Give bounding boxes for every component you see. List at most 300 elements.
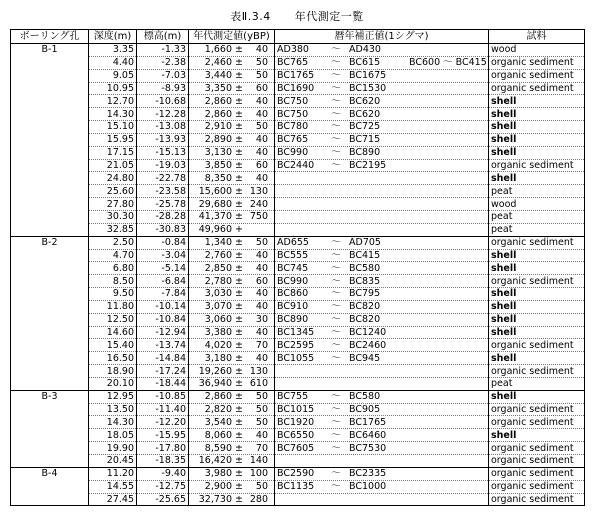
elevation-cell: -9.40	[137, 467, 189, 480]
depth-cell: 25.60	[89, 185, 137, 198]
age-value: 2,460	[204, 57, 232, 69]
age-value: 8,590	[204, 442, 232, 454]
depth-cell: 11.20	[89, 467, 137, 480]
depth-cell: 8.50	[89, 275, 137, 288]
age-cell	[189, 82, 275, 95]
sample-cell: shell	[489, 352, 585, 365]
age-value: 3,030	[204, 288, 232, 300]
calibrated-cell	[275, 442, 489, 455]
age-group	[191, 237, 272, 248]
table-row	[11, 262, 585, 275]
cal-to: AD705	[349, 237, 381, 249]
age-group	[191, 430, 272, 441]
sample-cell: organic sediment	[489, 69, 585, 82]
sample-cell: shell	[489, 262, 585, 275]
cal-from: BC1920	[277, 416, 315, 428]
cal-tilde: ～	[331, 70, 341, 82]
age-error: 60	[255, 160, 268, 172]
cal-to: AD430	[349, 44, 381, 56]
calibrated-cell	[275, 352, 489, 365]
cal-tilde: ～	[331, 416, 341, 428]
hole-cell	[11, 313, 89, 326]
elevation-cell: -12.20	[137, 416, 189, 429]
depth-cell: 12.95	[89, 390, 137, 403]
plus-minus-sign: ±	[235, 481, 243, 493]
sample-cell: organic sediment	[489, 442, 585, 455]
table-row	[11, 480, 585, 493]
cal-tilde: ～	[331, 134, 341, 146]
age-cell	[189, 249, 275, 262]
depth-cell: 14.30	[89, 416, 137, 429]
cal-to: BC1240	[349, 326, 387, 338]
cal-tilde: ～	[331, 95, 341, 107]
hole-cell	[11, 159, 89, 172]
calibrated-cell	[275, 69, 489, 82]
calibrated-cell	[275, 249, 489, 262]
age-value: 2,860	[204, 108, 232, 120]
sample-cell: organic sediment	[489, 339, 585, 352]
header-sample: 試料	[489, 30, 585, 44]
age-value: 2,860	[204, 391, 232, 403]
age-group	[191, 250, 272, 261]
calibrated-cell	[275, 133, 489, 146]
depth-cell: 15.10	[89, 121, 137, 134]
plus-minus-sign: ±	[235, 442, 243, 454]
age-group	[191, 70, 272, 81]
age-value: 3,180	[204, 352, 232, 364]
sample-cell: organic sediment	[489, 275, 585, 288]
age-error: 40	[255, 288, 268, 300]
table-row	[11, 146, 585, 159]
calibrated-cell	[275, 159, 489, 172]
sample-cell: organic sediment	[489, 493, 585, 506]
sample-cell: shell	[489, 172, 585, 185]
elevation-cell: -12.75	[137, 480, 189, 493]
age-group	[191, 147, 272, 158]
cal-from: AD380	[277, 44, 309, 56]
hole-cell	[11, 493, 89, 506]
table-row	[11, 198, 585, 211]
age-cell	[189, 198, 275, 211]
hole-cell	[11, 172, 89, 185]
cal-tilde: ～	[331, 57, 341, 69]
table-row	[11, 403, 585, 416]
cal-to: BC1000	[349, 481, 387, 493]
age-cell	[189, 159, 275, 172]
depth-cell: 16.50	[89, 352, 137, 365]
sample-cell: shell	[489, 146, 585, 159]
sample-cell: shell	[489, 390, 585, 403]
sample-cell: organic sediment	[489, 455, 585, 468]
plus-minus-sign: ±	[235, 134, 243, 146]
cal-tilde: ～	[331, 288, 341, 300]
calibrated-cell	[275, 429, 489, 442]
cal-tilde: ～	[331, 429, 341, 441]
age-value: 2,890	[204, 134, 232, 146]
header-calibrated: 暦年補正値(1シグマ)	[275, 30, 489, 44]
table-row	[11, 352, 585, 365]
cal-from: BC990	[277, 275, 309, 287]
plus-minus-sign: ±	[235, 121, 243, 133]
cal-tilde: ～	[331, 44, 341, 56]
hole-cell	[11, 455, 89, 468]
age-error: 50	[255, 70, 268, 82]
sample-cell: wood	[489, 198, 585, 211]
cal-to: BC715	[349, 134, 381, 146]
age-cell	[189, 44, 275, 57]
table-number: 表Ⅱ.3.4	[230, 10, 271, 23]
age-cell	[189, 288, 275, 301]
age-group	[191, 134, 272, 145]
elevation-cell: -8.93	[137, 82, 189, 95]
plus-minus-sign: ±	[235, 82, 243, 94]
plus-minus-sign: ±	[235, 198, 243, 210]
age-group	[191, 57, 272, 68]
age-value: 3,130	[204, 147, 232, 159]
elevation-cell: -13.93	[137, 133, 189, 146]
elevation-cell: -0.84	[137, 236, 189, 249]
calibrated-cell	[275, 377, 489, 390]
age-group	[191, 378, 272, 389]
age-error: 130	[249, 365, 268, 377]
cal-from: BC555	[277, 249, 309, 261]
sample-cell: organic sediment	[489, 416, 585, 429]
elevation-cell: -22.78	[137, 172, 189, 185]
calibrated-cell	[275, 210, 489, 223]
sample-cell: organic sediment	[489, 159, 585, 172]
table-row	[11, 108, 585, 121]
age-group	[191, 44, 272, 55]
sample-cell: shell	[489, 313, 585, 326]
elevation-cell: -15.95	[137, 429, 189, 442]
cal-to: BC2195	[349, 160, 387, 172]
cal-tilde: ～	[331, 249, 341, 261]
calibrated-cell	[275, 185, 489, 198]
depth-cell: 17.15	[89, 146, 137, 159]
table-row	[11, 390, 585, 403]
plus-minus-sign: ±	[235, 493, 243, 505]
cal-from: BC990	[277, 147, 309, 159]
cal-from: BC860	[277, 288, 309, 300]
table-header-row	[11, 30, 585, 44]
age-group	[191, 121, 272, 132]
age-error: 610	[249, 378, 268, 390]
cal-to: BC890	[349, 147, 381, 159]
age-cell	[189, 365, 275, 378]
cal-to: BC7530	[349, 442, 387, 454]
table-row	[11, 172, 585, 185]
age-value: 32,730	[198, 493, 232, 505]
table-row	[11, 133, 585, 146]
age-value: 2,850	[204, 262, 232, 274]
age-group	[191, 186, 272, 197]
age-group	[191, 481, 272, 492]
age-value: 3,540	[204, 416, 232, 428]
sample-cell: shell	[489, 108, 585, 121]
plus-minus-sign: ±	[235, 352, 243, 364]
age-group	[191, 443, 272, 454]
calibrated-cell	[275, 339, 489, 352]
cal-from: BC780	[277, 121, 309, 133]
cal-to: BC820	[349, 314, 381, 326]
cal-to: BC1530	[349, 82, 387, 94]
plus-minus-sign: ±	[235, 365, 243, 377]
table-row	[11, 313, 585, 326]
calibrated-cell	[275, 313, 489, 326]
age-cell	[189, 121, 275, 134]
table-row	[11, 455, 585, 468]
cal-tilde: ～	[331, 352, 341, 364]
age-cell	[189, 95, 275, 108]
sample-cell: organic sediment	[489, 236, 585, 249]
age-group	[191, 327, 272, 338]
depth-cell: 14.55	[89, 480, 137, 493]
cal-to: BC6460	[349, 429, 387, 441]
hole-cell	[11, 133, 89, 146]
hole-cell	[11, 108, 89, 121]
hole-cell	[11, 69, 89, 82]
table-row	[11, 236, 585, 249]
cal-to: BC580	[349, 262, 381, 274]
cal-to: BC795	[349, 288, 381, 300]
depth-cell: 32.85	[89, 223, 137, 236]
age-error: 40	[255, 172, 268, 184]
sample-cell: shell	[489, 95, 585, 108]
elevation-cell: -18.35	[137, 455, 189, 468]
cal-to: BC820	[349, 301, 381, 313]
elevation-cell: -13.74	[137, 339, 189, 352]
plus-minus-sign: ±	[235, 404, 243, 416]
age-group	[191, 199, 272, 210]
cal-from: BC745	[277, 262, 309, 274]
age-cell	[189, 313, 275, 326]
age-cell	[189, 467, 275, 480]
plus-minus-sign: ±	[235, 301, 243, 313]
calibrated-cell	[275, 121, 489, 134]
plus-minus-sign: ±	[235, 95, 243, 107]
depth-cell: 21.05	[89, 159, 137, 172]
plus-minus-sign: ±	[235, 314, 243, 326]
depth-cell: 10.95	[89, 82, 137, 95]
cal-to: BC1765	[349, 416, 387, 428]
age-value: 3,060	[204, 314, 232, 326]
age-group	[191, 340, 272, 351]
hole-cell	[11, 442, 89, 455]
calibrated-cell	[275, 403, 489, 416]
age-group	[191, 96, 272, 107]
hole-cell	[11, 480, 89, 493]
hole-cell	[11, 146, 89, 159]
age-group	[191, 160, 272, 171]
plus-minus-sign: +	[235, 224, 243, 236]
age-group	[191, 276, 272, 287]
sample-cell: shell	[489, 326, 585, 339]
age-value: 2,910	[204, 121, 232, 133]
sample-cell: organic sediment	[489, 467, 585, 480]
age-value: 29,680	[198, 198, 232, 210]
cal-from: BC750	[277, 108, 309, 120]
cal-from: BC1015	[277, 404, 315, 416]
elevation-cell: -2.38	[137, 56, 189, 69]
age-value: 41,370	[198, 211, 232, 223]
table-row	[11, 95, 585, 108]
age-group	[191, 314, 272, 325]
age-cell	[189, 262, 275, 275]
elevation-cell: -12.28	[137, 108, 189, 121]
cal-tilde: ～	[331, 301, 341, 313]
age-group	[191, 391, 272, 402]
depth-cell: 14.60	[89, 326, 137, 339]
depth-cell: 18.05	[89, 429, 137, 442]
age-error: 140	[249, 455, 268, 467]
elevation-cell: -7.03	[137, 69, 189, 82]
sample-cell: organic sediment	[489, 82, 585, 95]
hole-cell	[11, 121, 89, 134]
calibrated-cell	[275, 262, 489, 275]
cal-tilde: ～	[331, 404, 341, 416]
elevation-cell: -25.78	[137, 198, 189, 211]
depth-cell: 19.90	[89, 442, 137, 455]
age-cell	[189, 403, 275, 416]
depth-cell: 24.80	[89, 172, 137, 185]
hole-cell: B-1	[11, 44, 89, 57]
age-error: 60	[255, 275, 268, 287]
cal-from: BC1690	[277, 82, 315, 94]
table-row	[11, 467, 585, 480]
cal-tilde: ～	[331, 442, 341, 454]
elevation-cell: -15.13	[137, 146, 189, 159]
sample-cell: wood	[489, 44, 585, 57]
depth-cell: 13.50	[89, 403, 137, 416]
hole-cell	[11, 288, 89, 301]
cal-from: BC755	[277, 391, 309, 403]
depth-cell: 20.10	[89, 377, 137, 390]
age-value: 2,860	[204, 95, 232, 107]
age-value: 49,960	[198, 224, 232, 236]
table-row	[11, 339, 585, 352]
cal-tilde: ～	[331, 391, 341, 403]
age-error: 70	[255, 442, 268, 454]
calibrated-cell	[275, 300, 489, 313]
age-value: 3,850	[204, 160, 232, 172]
cal-from: BC765	[277, 57, 309, 69]
elevation-cell: -17.80	[137, 442, 189, 455]
depth-cell: 2.50	[89, 236, 137, 249]
age-group	[191, 455, 272, 466]
depth-cell: 15.40	[89, 339, 137, 352]
plus-minus-sign: ±	[235, 416, 243, 428]
cal-to: BC620	[349, 95, 381, 107]
age-cell	[189, 185, 275, 198]
age-value: 1,340	[204, 237, 232, 249]
table-row	[11, 121, 585, 134]
sample-cell: peat	[489, 377, 585, 390]
hole-cell	[11, 262, 89, 275]
cal-from: BC890	[277, 314, 309, 326]
cal-tilde: ～	[331, 147, 341, 159]
age-group	[191, 468, 272, 479]
cal-tilde: ～	[331, 160, 341, 172]
age-group	[191, 417, 272, 428]
age-value: 2,780	[204, 275, 232, 287]
cal-to: BC620	[349, 108, 381, 120]
cal-tilde: ～	[331, 275, 341, 287]
depth-cell: 15.95	[89, 133, 137, 146]
cal-from: BC6550	[277, 429, 315, 441]
sample-cell: organic sediment	[489, 365, 585, 378]
age-error: 280	[249, 493, 268, 505]
depth-cell: 11.80	[89, 300, 137, 313]
age-error: 40	[255, 262, 268, 274]
cal-to: BC615	[349, 57, 381, 69]
table-caption	[0, 8, 594, 24]
hole-cell	[11, 223, 89, 236]
age-group	[191, 494, 272, 505]
age-error: 70	[255, 339, 268, 351]
cal-to: BC725	[349, 121, 381, 133]
elevation-cell: -11.40	[137, 403, 189, 416]
cal-from: AD655	[277, 237, 309, 249]
hole-cell: B-3	[11, 390, 89, 403]
calibrated-cell	[275, 455, 489, 468]
age-cell	[189, 56, 275, 69]
plus-minus-sign: ±	[235, 160, 243, 172]
age-cell	[189, 480, 275, 493]
age-cell	[189, 275, 275, 288]
age-error: 40	[255, 95, 268, 107]
hole-cell	[11, 185, 89, 198]
age-value: 3,980	[204, 468, 232, 480]
plus-minus-sign: ±	[235, 391, 243, 403]
age-cell	[189, 133, 275, 146]
table-title: 年代測定一覧	[294, 10, 364, 23]
table-row	[11, 377, 585, 390]
age-cell	[189, 326, 275, 339]
age-value: 2,820	[204, 404, 232, 416]
depth-cell: 30.30	[89, 210, 137, 223]
sample-cell: shell	[489, 121, 585, 134]
sample-cell: peat	[489, 223, 585, 236]
age-error	[246, 224, 268, 235]
elevation-cell: -25.65	[137, 493, 189, 506]
cal-tilde: ～	[331, 468, 341, 480]
hole-cell	[11, 339, 89, 352]
age-error: 50	[255, 391, 268, 403]
age-error: 750	[249, 211, 268, 223]
cal-to: BC1675	[349, 70, 387, 82]
cal-extra-range: BC600 ～ BC415	[409, 57, 487, 69]
age-group	[191, 404, 272, 415]
age-cell	[189, 300, 275, 313]
age-value: 15,600	[198, 185, 232, 197]
plus-minus-sign: ±	[235, 262, 243, 274]
age-error: 40	[255, 429, 268, 441]
dating-table	[10, 29, 585, 506]
age-error: 40	[255, 44, 268, 56]
age-error: 40	[255, 301, 268, 313]
calibrated-cell	[275, 95, 489, 108]
cal-tilde: ～	[331, 481, 341, 493]
hole-cell	[11, 275, 89, 288]
age-group	[191, 288, 272, 299]
age-cell	[189, 442, 275, 455]
hole-cell	[11, 210, 89, 223]
header-depth: 深度(m)	[89, 30, 137, 44]
cal-tilde: ～	[331, 108, 341, 120]
hole-cell	[11, 56, 89, 69]
sample-cell: shell	[489, 429, 585, 442]
age-value: 3,350	[204, 82, 232, 94]
